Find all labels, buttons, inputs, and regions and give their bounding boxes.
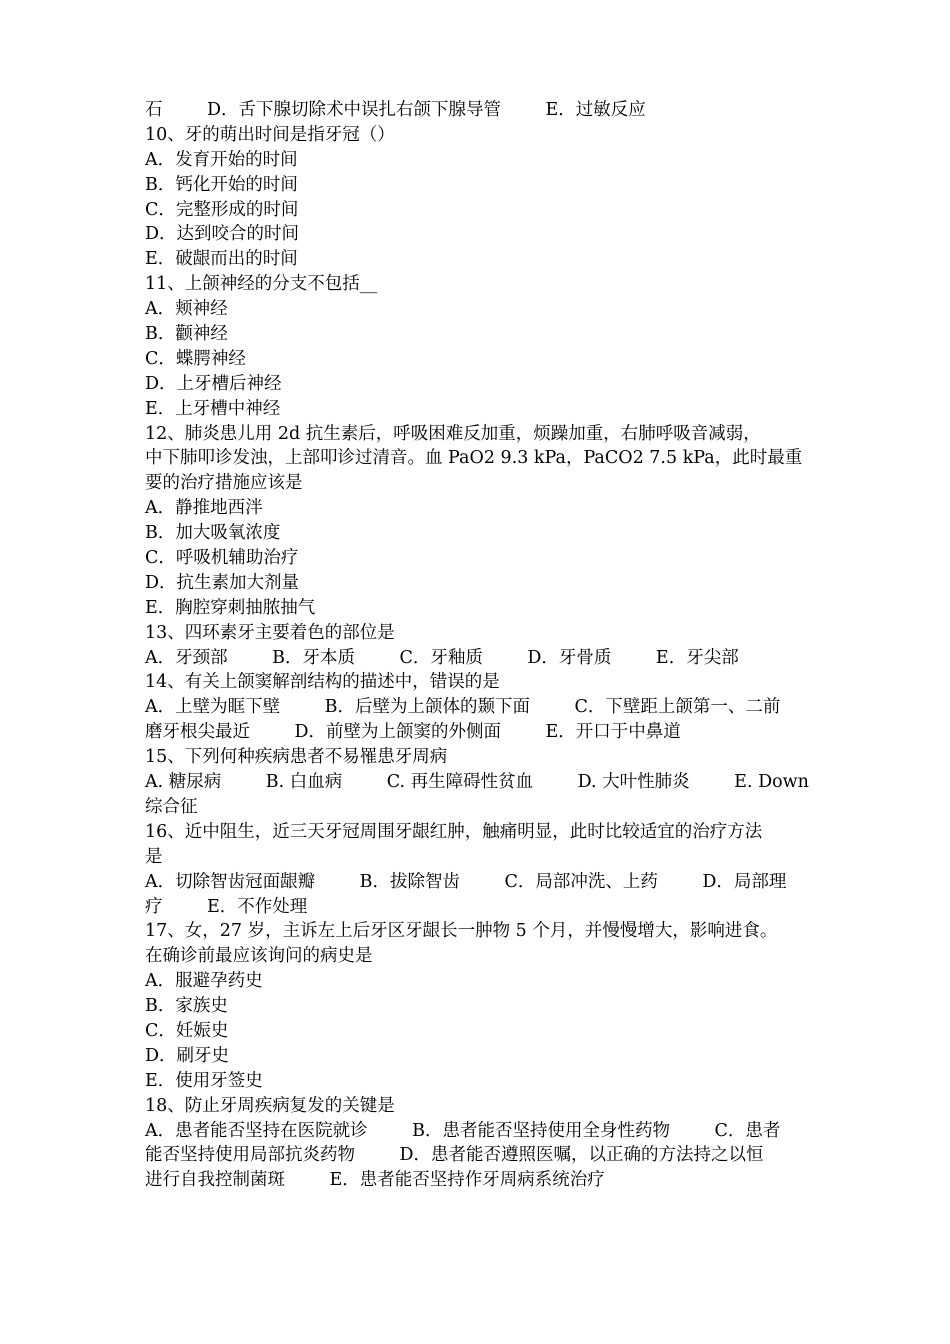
question-16-options: 疗 E．不作处理 — [145, 896, 308, 917]
question-17-option-a: A．服避孕药史 — [145, 971, 263, 992]
question-12-option-e: E．胸腔穿刺抽脓抽气 — [145, 597, 316, 618]
question-10-option-a: A．发育开始的时间 — [145, 149, 298, 170]
question-10-option-d: D．达到咬合的时间 — [145, 224, 300, 245]
question-10-option-c: C．完整形成的时间 — [145, 199, 299, 220]
question-18-options: A．患者能否坚持在医院就诊 B．患者能否坚持使用全身性药物 C．患者 — [145, 1120, 781, 1141]
question-18-stem: 18、防止牙周疾病复发的关键是 — [145, 1095, 395, 1116]
question-17-option-d: D．刷牙史 — [145, 1045, 230, 1066]
document-body — [145, 98, 815, 1193]
question-12-option-d: D．抗生素加大剂量 — [145, 572, 300, 593]
question-12-stem: 12、肺炎患儿用 2d 抗生素后，呼吸困难反加重，烦躁加重，右肺呼吸音减弱， — [145, 423, 761, 444]
question-10-option-e: E．破龈而出的时间 — [145, 249, 298, 270]
question-17-stem: 17、女，27 岁，主诉左上后牙区牙龈长一肿物 5 个月，并慢慢增大，影响进食。 — [145, 921, 778, 942]
text-line: 石 D．舌下腺切除术中误扎右颌下腺导管 E．过敏反应 — [145, 100, 646, 120]
question-14-options: A．上壁为眶下壁 B．后壁为上颌体的颞下面 C．下壁距上颌第一、二前 — [145, 697, 781, 718]
question-17-stem: 在确诊前最应该询问的病史是 — [145, 946, 373, 967]
question-11-option-a: A．颊神经 — [145, 299, 228, 320]
question-12-option-c: C．呼吸机辅助治疗 — [145, 548, 299, 569]
question-11-option-c: C．蝶腭神经 — [145, 348, 246, 369]
question-14-stem: 14、有关上颌窦解剖结构的描述中，错误的是 — [145, 672, 500, 693]
question-10-option-b: B．钙化开始的时间 — [145, 174, 298, 195]
question-12-option-b: B．加大吸氧浓度 — [145, 523, 281, 544]
question-13-options: A．牙颈部 B．牙本质 C．牙釉质 D．牙骨质 E．牙尖部 — [145, 647, 739, 668]
question-15-options: A. 糖尿病 B. 白血病 C. 再生障碍性贫血 D. 大叶性肺炎 E. Down — [145, 772, 809, 793]
question-18-options: 进行自我控制菌斑 E．患者能否坚持作牙周病系统治疗 — [145, 1170, 605, 1191]
question-18-options: 能否坚持使用局部抗炎药物 D．患者能否遵照医嘱，以正确的方法持之以恒 — [145, 1145, 764, 1166]
question-14-options: 磨牙根尖最近 D．前壁为上颌窦的外侧面 E．开口于中鼻道 — [145, 722, 681, 743]
question-10-stem: 10、牙的萌出时间是指牙冠（） — [145, 124, 395, 145]
question-15-options: 综合征 — [145, 796, 198, 817]
question-12-option-a: A．静推地西泮 — [145, 498, 263, 519]
question-12-stem: 要的治疗措施应该是 — [145, 473, 303, 494]
question-16-stem: 16、近中阻生，近三天牙冠周围牙龈红肿，触痛明显，此时比较适宜的治疗方法 — [145, 821, 763, 842]
question-16-options: A．切除智齿冠面龈瓣 B．拔除智齿 C．局部冲洗、上药 D．局部理 — [145, 871, 787, 892]
question-11-stem: 11、上颌神经的分支不包括__ — [145, 274, 378, 295]
question-11-option-b: B．颧神经 — [145, 324, 228, 345]
question-11-option-e: E．上牙槽中神经 — [145, 398, 281, 419]
question-17-option-b: B．家族史 — [145, 996, 228, 1017]
question-15-stem: 15、下列何种疾病患者不易罹患牙周病 — [145, 747, 448, 768]
question-13-stem: 13、四环素牙主要着色的部位是 — [145, 622, 395, 643]
question-11-option-d: D．上牙槽后神经 — [145, 373, 282, 394]
question-17-option-c: C．妊娠史 — [145, 1020, 229, 1041]
question-12-stem: 中下肺叩诊发浊，上部叩诊过清音。血 PaO2 9.3 kPa，PaCO2 7.5 kPa，此时最重 — [145, 448, 803, 469]
question-16-stem: 是 — [145, 846, 163, 867]
question-17-option-e: E．使用牙签史 — [145, 1070, 263, 1091]
